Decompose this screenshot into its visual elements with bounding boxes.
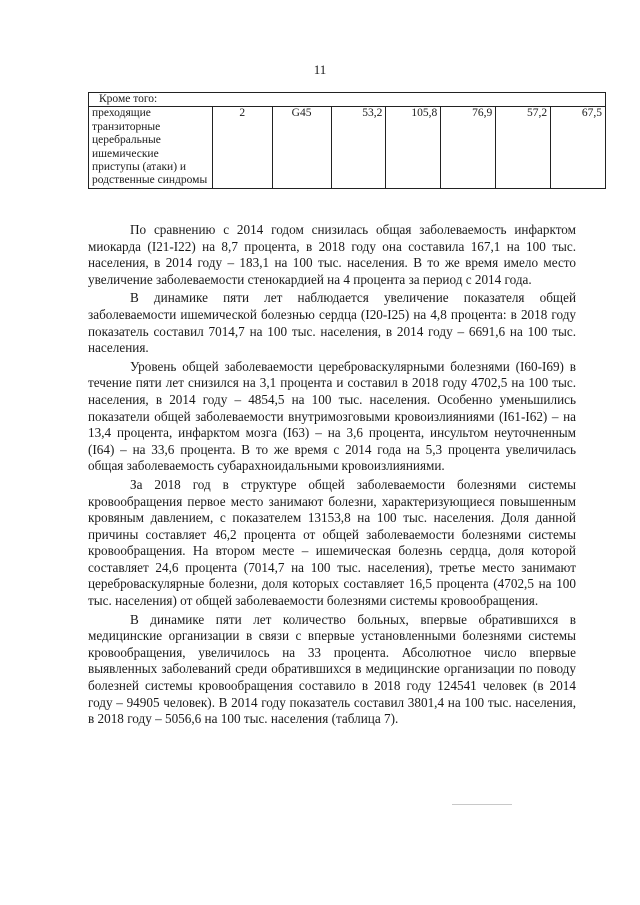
paragraph: Уровень общей заболеваемости цереброваскулярными болезнями (I60-I69) в течение пяти лет снизился на 3,1 процента и составил в 2018 году 4702,5 на 100 тыс. населения, в 2014 году – 4854,5 на 100 тыс. населения. Особенно уменьшились показатели общей заболеваемости внутримозговыми кровоизлияниями (I61-I62) – на 13,4 процента, инфарктом мозга (I63) – на 3,6 процента, инсультом неуточненным (I64) – на 33,6 процента. В то же время с 2014 года на 5,3 процента увеличилась общая заболеваемость субарахноидальными кровоизлияниями.	[88, 358, 576, 474]
row-value-cell: 53,2	[331, 107, 386, 188]
row-value-cell: 57,2	[496, 107, 551, 188]
paragraph: В динамике пяти лет наблюдается увеличение показателя общей заболеваемости ишемической болезнью сердца (I20-I25) на 4,8 процента: в 2018 году показатель составил 7014,7 на 100 тыс. населения, в 2014 году – 6691,6 на 100 тыс. населения.	[88, 290, 576, 356]
paragraph: По сравнению с 2014 годом снизилась общая заболеваемость инфарктом миокарда (I21-I22) на 8,7 процента, в 2018 году она составила 167,1 на 100 тыс. населения, в 2014 году – 183,1 на 100 тыс. населения. В то же время имело место увеличение заболеваемости стенокардией на 4 процента за период с 2014 года.	[88, 222, 576, 287]
row-code-cell: G45	[272, 107, 331, 188]
scan-mark	[452, 804, 512, 805]
row-value-cell: 76,9	[441, 107, 496, 188]
table-row	[89, 107, 606, 188]
row-name-cell: преходящие транзиторные церебральные ишемические приступы (атаки) и родственные синдромы	[89, 107, 213, 188]
table-header-row	[89, 93, 606, 107]
paragraph: За 2018 год в структуре общей заболеваемости болезнями системы кровообращения первое место занимают болезни, характеризующиеся повышенным кровяным давлением, с показателем 13153,8 на 100 тыс. населения. Доля данной причины составляет 46,2 процента от общей заболеваемости болезнями системы кровообращения. На втором месте – ишемическая болезнь сердца, доля которой составляет 24,6 процента (7014,7 на 100 тыс. населения), третье место занимают цереброваскулярные болезни, доля которых составляет 16,5 процента (4702,5 на 100 тыс. населения) от общей заболеваемости болезнями системы кровообращения.	[88, 476, 576, 609]
body-text	[88, 222, 576, 730]
row-value-cell: 105,8	[386, 107, 441, 188]
row-value-cell: 67,5	[551, 107, 606, 188]
statistics-table	[88, 92, 606, 189]
table-header-note: Кроме того:	[89, 93, 606, 107]
page-number: 11	[313, 62, 327, 77]
paragraph: В динамике пяти лет количество больных, впервые обратившихся в медицинские организации в связи с впервые установленными болезнями системы кровообращения, увеличилось на 33 процента. Абсолютное число впервые выявленных заболеваний среди обратившихся в медицинские организации по поводу болезней системы кровообращения составило в 2018 году 124541 человек (в 2014 году – 94905 человек). В 2014 году показатель составил 3801,4 на 100 тыс. населения, в 2018 году – 5056,6 на 100 тыс. населения (таблица 7).	[88, 611, 576, 727]
row-line-number-cell: 2	[212, 107, 272, 188]
